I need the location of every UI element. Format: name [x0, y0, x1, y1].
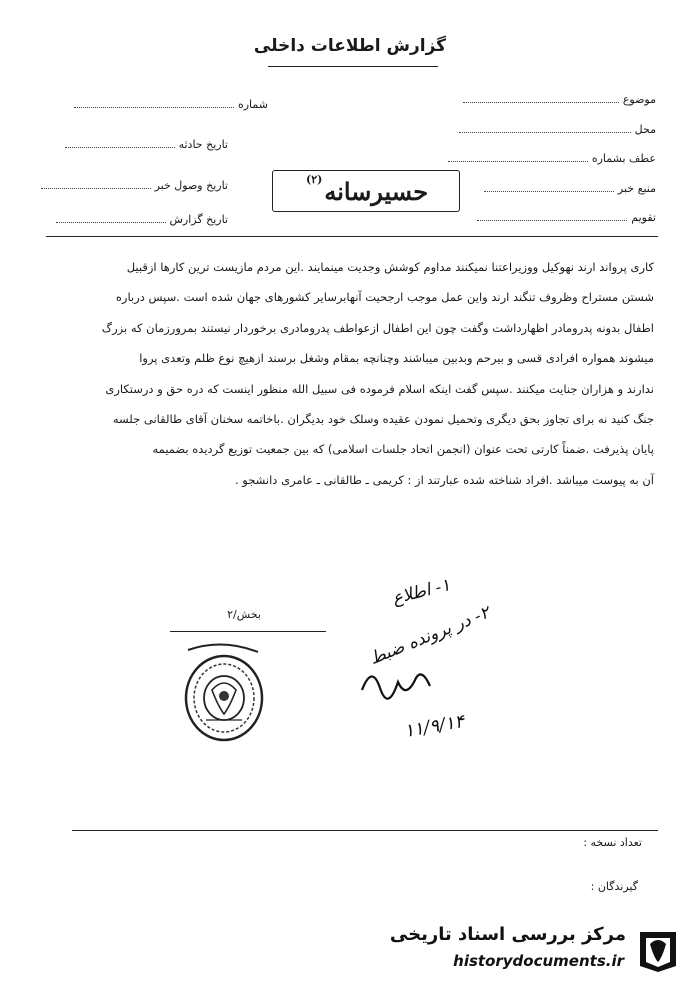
section-rule — [170, 631, 326, 632]
body-line: شستن مستراح وظروف تنگند ارند واین عمل موجب ارجحیت آنهابرسایر کشورهای جهان شده است .سپس درباره — [115, 290, 654, 305]
body-line: میشوند همواره افرادی قسی و بیرحم وبدبین میباشند وچنانچه بمقام وشغل برسند ازهیچ نوع ظلم وتعدی پروا — [139, 351, 654, 366]
field-source — [484, 182, 656, 195]
footer-copies: تعداد نسخه : — [583, 836, 642, 849]
field-report-date-label: تاریخ گزارش — [169, 213, 228, 226]
field-receipt-date — [41, 179, 228, 192]
field-calendar-line — [477, 211, 627, 221]
field-incident-date-line — [65, 138, 175, 148]
signature-scribble-icon — [356, 660, 436, 710]
field-source-label: منبع خبر — [617, 182, 656, 195]
body-line: جنگ کنید نه برای تجاوز بحق دیگری وتحمیل نمودن عقیده وسلک خود بدیگران .باخاتمه سخنان آقای طالقانی جلسه — [112, 412, 654, 427]
field-report-date — [56, 213, 229, 226]
archive-logo-icon — [632, 924, 684, 974]
field-incident-date — [65, 138, 228, 151]
body-line: اطفال بدونه پدرومادر اظهارداشت وگفت چون این اطفال ازعواطف پدرومادری برخوردار نیستند بمرورزمان که بزرگ — [101, 320, 654, 335]
field-location — [459, 123, 656, 136]
body-line: پایان پذیرفت .ضمناً کارتی تحت عنوان (انجمن اتحاد جلسات اسلامی) که بین جمعیت توزیع گردیده بضمیمه — [152, 442, 654, 457]
footer-recipients: گیرندگان : — [590, 880, 638, 893]
handwritten-note-2: ۲- در پرونده ضبط — [366, 602, 493, 670]
body-line: کاری پرواند ارند نهوکیل ووزیراعتنا نمیکنند مداوم کوشش وجدیت مینمایند .این مردم مازیست ترین کارها ازقبیل — [126, 260, 654, 274]
watermark-url: historydocuments.ir — [453, 952, 624, 970]
field-subject-line — [463, 93, 619, 103]
field-reference-label: عطف بشماره — [591, 152, 656, 165]
handwritten-date: ۱۱/۹/۱۴ — [402, 710, 466, 743]
field-source-line — [484, 182, 614, 192]
header-divider — [46, 236, 658, 237]
footer-divider — [72, 830, 658, 831]
field-subject-label: موضوع — [622, 93, 656, 106]
field-incident-date-label: تاریخ حادثه — [178, 138, 228, 151]
report-title: گزارش اطلاعات داخلی — [253, 36, 447, 56]
source-stamp-text: حسیرسانه — [324, 176, 429, 206]
handwritten-note-1: ۱- اطلاع — [390, 575, 453, 609]
section-label: بخش/۲ — [227, 608, 261, 621]
watermark — [389, 918, 690, 980]
title-underline — [268, 66, 438, 67]
field-calendar-label: تقویم — [631, 211, 656, 224]
field-number-line — [74, 98, 234, 108]
field-subject — [463, 93, 656, 106]
source-stamp-number: (۲) — [305, 172, 323, 186]
field-reference-line — [448, 152, 588, 162]
field-number — [74, 98, 268, 111]
body-line: آن به پیوست میباشد .افراد شناخته شده عبارتند از : کریمی ـ طالقانی ـ عامری دانشجو . — [234, 472, 654, 487]
field-receipt-date-label: تاریخ وصول خبر — [154, 179, 228, 192]
watermark-title: مرکز بررسی اسناد تاریخی — [389, 924, 626, 945]
body-line: ندارند و هزاران جنایت میکنند .سپس گفت اینکه اسلام فرموده فی سبیل الله منظور اینست که دره حق و درستکاری — [105, 381, 654, 396]
source-stamp — [272, 170, 460, 212]
field-reference — [448, 152, 656, 165]
report-body — [50, 252, 654, 495]
field-calendar — [477, 211, 656, 224]
field-location-line — [459, 123, 631, 133]
round-seal-icon — [182, 640, 266, 744]
field-location-label: محل — [634, 123, 656, 136]
field-report-date-line — [56, 213, 166, 223]
field-receipt-date-line — [41, 179, 151, 189]
field-number-label: شماره — [237, 98, 268, 111]
